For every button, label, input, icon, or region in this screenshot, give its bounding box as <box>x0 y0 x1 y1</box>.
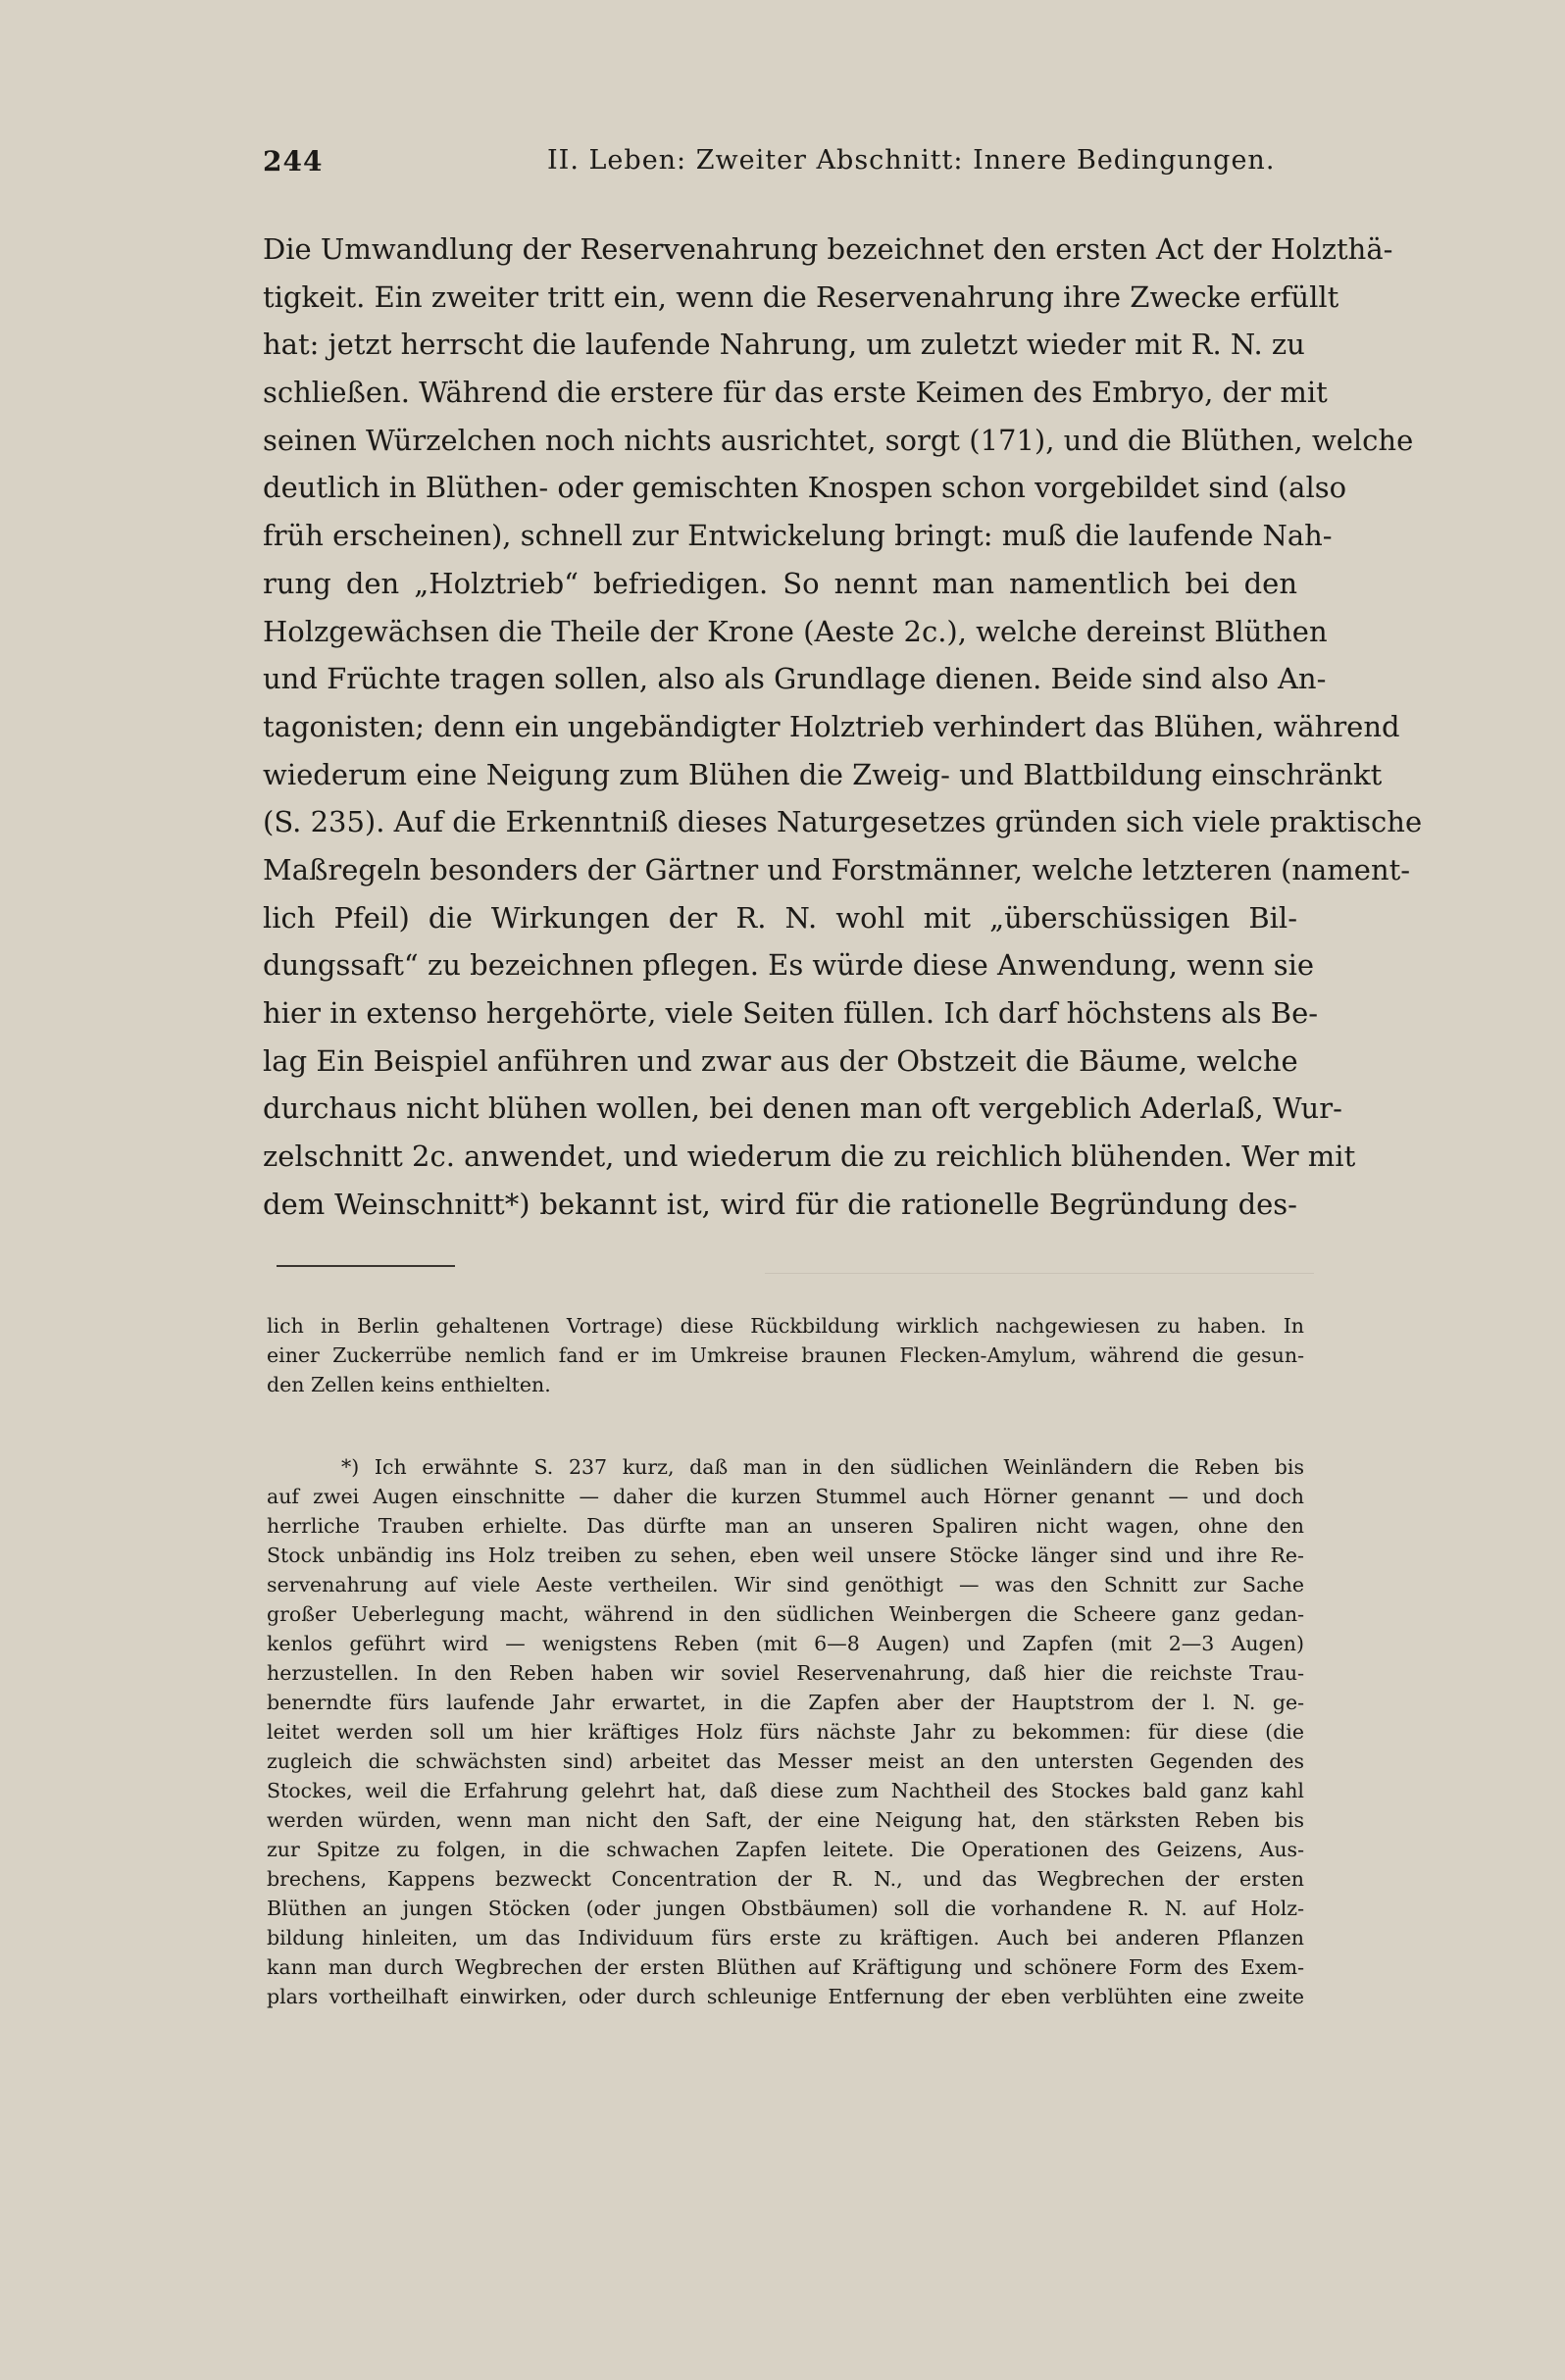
text-line: hat: jetzt herrscht die laufende Nahrung, um zuletzt wieder mit R. N. zu <box>263 328 1305 362</box>
text-line: Die Umwandlung der Reservenahrung bezeichnet den ersten Act der Holzthä- <box>263 232 1393 266</box>
footnote-line: auf zwei Augen einschnitte — daher die kurzen Stummel auch Hörner genannt — und doch <box>267 1485 1304 1508</box>
text-line: deutlich in Blüthen- oder gemischten Knospen schon vorgebildet sind (also <box>263 471 1347 505</box>
footnote-line: zugleich die schwächsten sind) arbeitet das Messer meist an den untersten Gegenden des <box>267 1749 1304 1773</box>
footnote-line: brechens, Kappens bezweckt Concentration der R. N., und das Wegbrechen der ersten <box>267 1867 1304 1891</box>
main-text <box>263 226 1423 1228</box>
text-line: seinen Würzelchen noch nichts ausrichtet, sorgt (171), und die Blüthen, welche <box>263 423 1414 457</box>
footnote-line: servenahrung auf viele Aeste vertheilen. Wir sind genöthigt — was den Schnitt zur Sache <box>267 1573 1304 1596</box>
footnote-gap <box>267 1399 1304 1452</box>
text-line: früh erscheinen), schnell zur Entwickelung bringt: muß die laufende Nah- <box>263 519 1333 553</box>
text-line: zelschnitt 2c. anwendet, und wiederum die zu reichlich blühenden. Wer mit <box>263 1139 1356 1174</box>
footnote-line: den Zellen keins enthielten. <box>267 1373 551 1396</box>
text-line: hier in extenso hergehörte, viele Seiten füllen. Ich darf höchstens als Be- <box>263 996 1319 1030</box>
text-line: dem Weinschnitt*) bekannt ist, wird für die rationelle Begründung des- <box>263 1187 1297 1221</box>
text-line: lich Pfeil) die Wirkungen der R. N. wohl mit „überschüssigen Bil- <box>263 900 1297 935</box>
text-line: (S. 235). Auf die Erkenntniß dieses Naturgesetzes gründen sich viele praktische <box>263 805 1423 839</box>
text-line: dungssaft“ zu bezeichnen pflegen. Es würde diese Anwendung, wenn sie <box>263 948 1315 983</box>
footnote-line: benerndte fürs laufende Jahr erwartet, in die Zapfen aber der Hauptstrom der l. N. ge- <box>267 1691 1304 1714</box>
text-line: durchaus nicht blühen wollen, bei denen man oft vergeblich Aderlaß, Wur- <box>263 1091 1342 1126</box>
text-line: und Früchte tragen sollen, also als Grundlage dienen. Beide sind also An- <box>263 662 1327 696</box>
footnote-line: lich in Berlin gehaltenen Vortrage) diese Rückbildung wirklich nachgewiesen zu haben. In <box>267 1314 1304 1338</box>
footnotes <box>267 1311 1304 2011</box>
footnote-line: Stock unbändig ins Holz treiben zu sehen, eben weil unsere Stöcke länger sind und ihre Re- <box>267 1544 1304 1567</box>
text-line: lag Ein Beispiel anführen und zwar aus der Obstzeit die Bäume, welche <box>263 1043 1298 1078</box>
footnote-rule <box>277 1265 455 1267</box>
footnote-line: großer Ueberlegung macht, während in den südlichen Weinbergen die Scheere ganz gedan- <box>267 1602 1304 1626</box>
text-line: schließen. Während die erstere für das erste Keimen des Embryo, der mit <box>263 376 1328 410</box>
text-line: wiederum eine Neigung zum Blühen die Zweig- und Blattbildung einschränkt <box>263 757 1383 791</box>
footnote-line: einer Zuckerrübe nemlich fand er im Umkreise braunen Flecken-Amylum, während die gesun- <box>267 1343 1304 1367</box>
footnote-line: herzustellen. In den Reben haben wir soviel Reservenahrung, daß hier die reichste Trau- <box>267 1661 1304 1685</box>
page-number: 244 <box>263 145 324 177</box>
footnote-line: plars vortheilhaft einwirken, oder durch schleunige Entfernung der eben verblühten eine zweite <box>267 1985 1304 2008</box>
footnote-line: zur Spitze zu folgen, in die schwachen Zapfen leitete. Die Operationen des Geizens, Aus- <box>267 1838 1304 1861</box>
text-line: Maßregeln besonders der Gärtner und Forstmänner, welche letzteren (nament- <box>263 852 1411 886</box>
footnote-line: werden würden, wenn man nicht den Saft, der eine Neigung hat, den stärksten Reben bis <box>267 1808 1304 1832</box>
footnote-line: bildung hinleiten, um das Individuum fürs erste zu kräftigen. Auch bei anderen Pflanzen <box>267 1926 1304 1950</box>
text-line: tagonisten; denn ein ungebändigter Holztrieb verhindert das Blühen, während <box>263 709 1400 743</box>
footnote-line: kann man durch Wegbrechen der ersten Blüthen auf Kräftigung und schönere Form des Exem- <box>267 1955 1304 1979</box>
running-head: II. Leben: Zweiter Abschnitt: Innere Bedingungen. <box>547 145 1276 176</box>
text-line: rung den „Holztrieb“ befriedigen. So nennt man namentlich bei den <box>263 566 1297 600</box>
text-line: Holzgewächsen die Theile der Krone (Aeste 2c.), welche dereinst Blüthen <box>263 614 1328 648</box>
page-header <box>263 145 1297 190</box>
footnote-line: Blüthen an jungen Stöcken (oder jungen Obstbäumen) soll die vorhandene R. N. auf Holz- <box>267 1897 1304 1920</box>
footnote-line: kenlos geführt wird — wenigstens Reben (mit 6—8 Augen) und Zapfen (mit 2—3 Augen) <box>267 1632 1304 1655</box>
text-line: tigkeit. Ein zweiter tritt ein, wenn die Reservenahrung ihre Zwecke erfüllt <box>263 279 1339 314</box>
footnote-line: *) Ich erwähnte S. 237 kurz, daß man in den südlichen Weinländern die Reben bis <box>341 1455 1304 1479</box>
footnote-line: Stockes, weil die Erfahrung gelehrt hat, daß diese zum Nachtheil des Stockes bald ganz kahl <box>267 1779 1304 1802</box>
footnote-line: herrliche Trauben erhielte. Das dürfte man an unseren Spaliren nicht wagen, ohne den <box>267 1514 1304 1538</box>
footnote-line: leitet werden soll um hier kräftiges Holz fürs nächste Jahr zu bekommen: für diese (die <box>267 1720 1304 1744</box>
